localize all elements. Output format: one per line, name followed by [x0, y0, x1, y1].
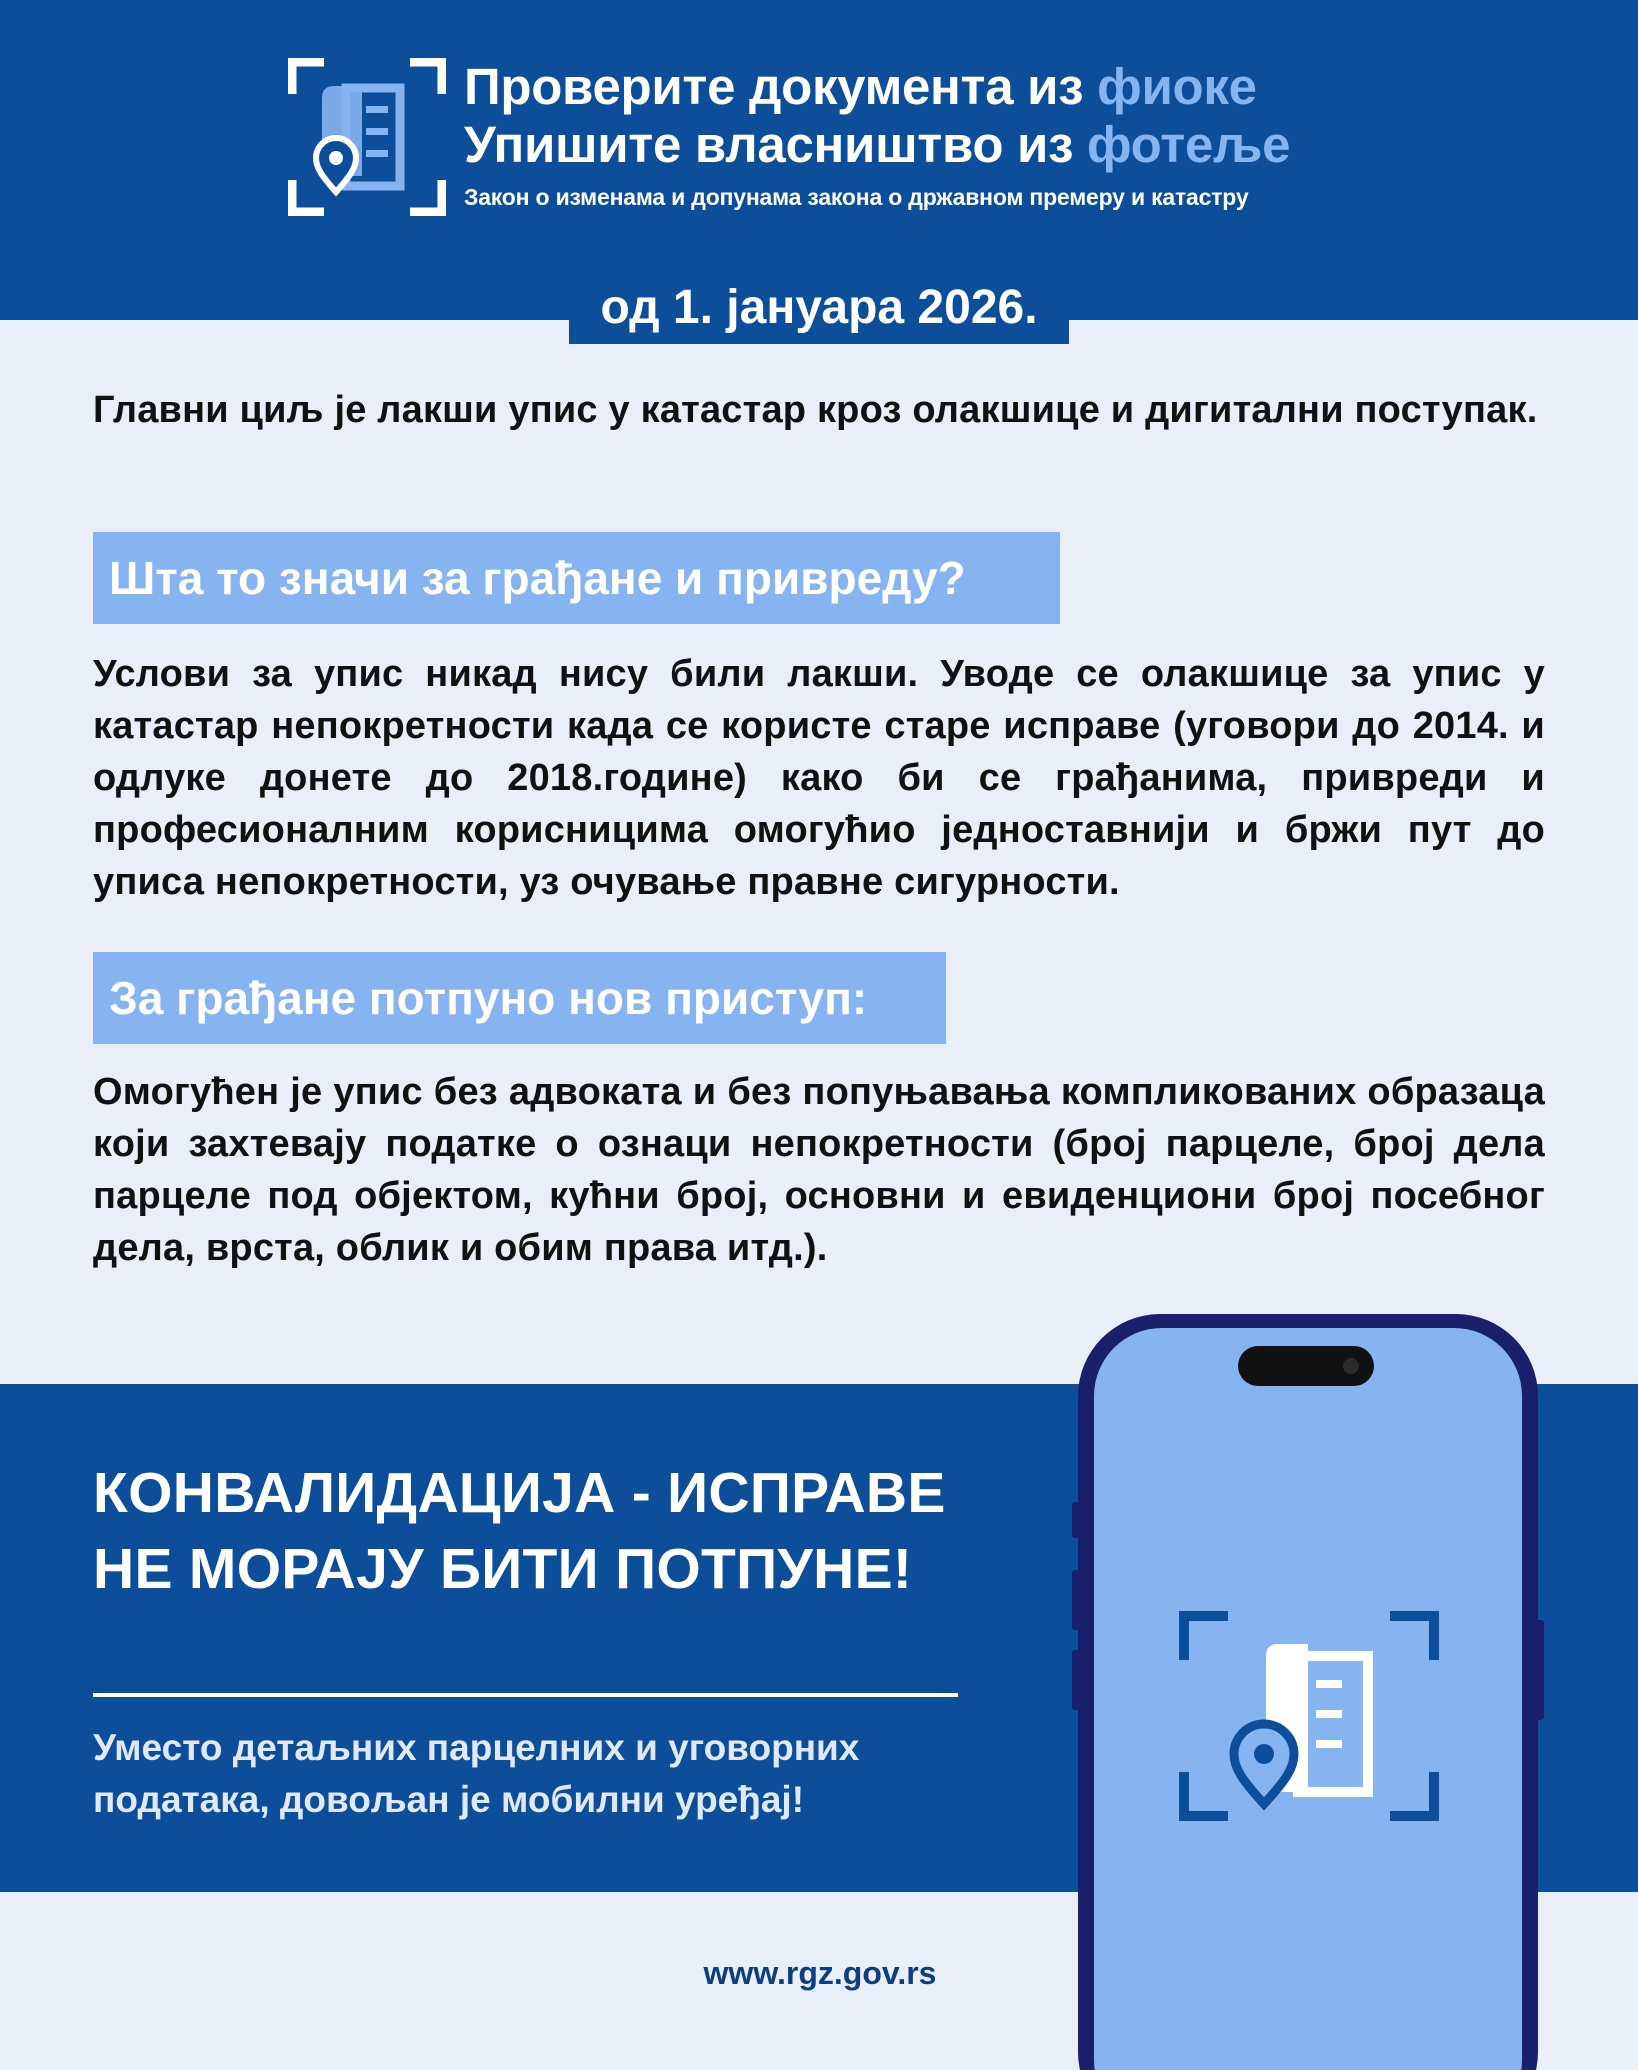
title-block [464, 58, 1464, 211]
title-line-2-main: Упишите власништво из [464, 116, 1088, 173]
section-body-1: Услови за упис никад нису били лакши. Уводе се олакшице за упис у катастар непокретности када се користе старе исправе (уговори до 2014. и одлуке донете до 2018.године) како би се грађанима, привреди и професионалним корисницима омогућио једноставнији и бржи пут до уписа непокретности, уз очување правне сигурности. [93, 653, 1545, 903]
band-divider [93, 1693, 958, 1697]
convalidation-title: КОНВАЛИДАЦИЈА - ИСПРАВЕ НЕ МОРАЈУ БИТИ ПОТПУНЕ! [93, 1461, 946, 1601]
law-subtitle: Закон о изменама и допунама закона о државном премеру и катастру [464, 184, 1249, 210]
intro-paragraph: Главни циљ је лакши упис у катастар кроз олакшице и дигитални поступак. [93, 389, 1538, 431]
section-heading-2: За грађане потпуно нов приступ: [93, 952, 946, 1044]
section-heading-1: Шта то значи за грађане и привреду? [93, 532, 1060, 624]
convalidation-subtitle: Уместо детаљних парцелних и уговорних података, довољан је мобилни уређај! [93, 1727, 860, 1820]
section-body-2: Омогућен је упис без адвоката и без попуњавања компликованих образаца који захтевају податке о ознаци непокретности (број парцеле, број дела парцеле под објектом, кућни број, основни и евиденциони број посебног дела, врста, облик и обим права итд.). [93, 1071, 1545, 1269]
phone-document-scan-icon [1068, 1310, 1548, 2070]
title-line-1-highlight: фиоке [1097, 58, 1257, 115]
title-line-1 [464, 58, 1464, 116]
title-line-2-highlight: фотеље [1087, 116, 1291, 173]
website-url[interactable]: www.rgz.gov.rs [703, 1955, 937, 1991]
date-badge: од 1. јануара 2026. [569, 272, 1069, 344]
document-location-scan-icon [288, 58, 446, 216]
title-line-1-main: Проверите документа из [464, 58, 1098, 115]
title-line-2 [464, 116, 1464, 174]
